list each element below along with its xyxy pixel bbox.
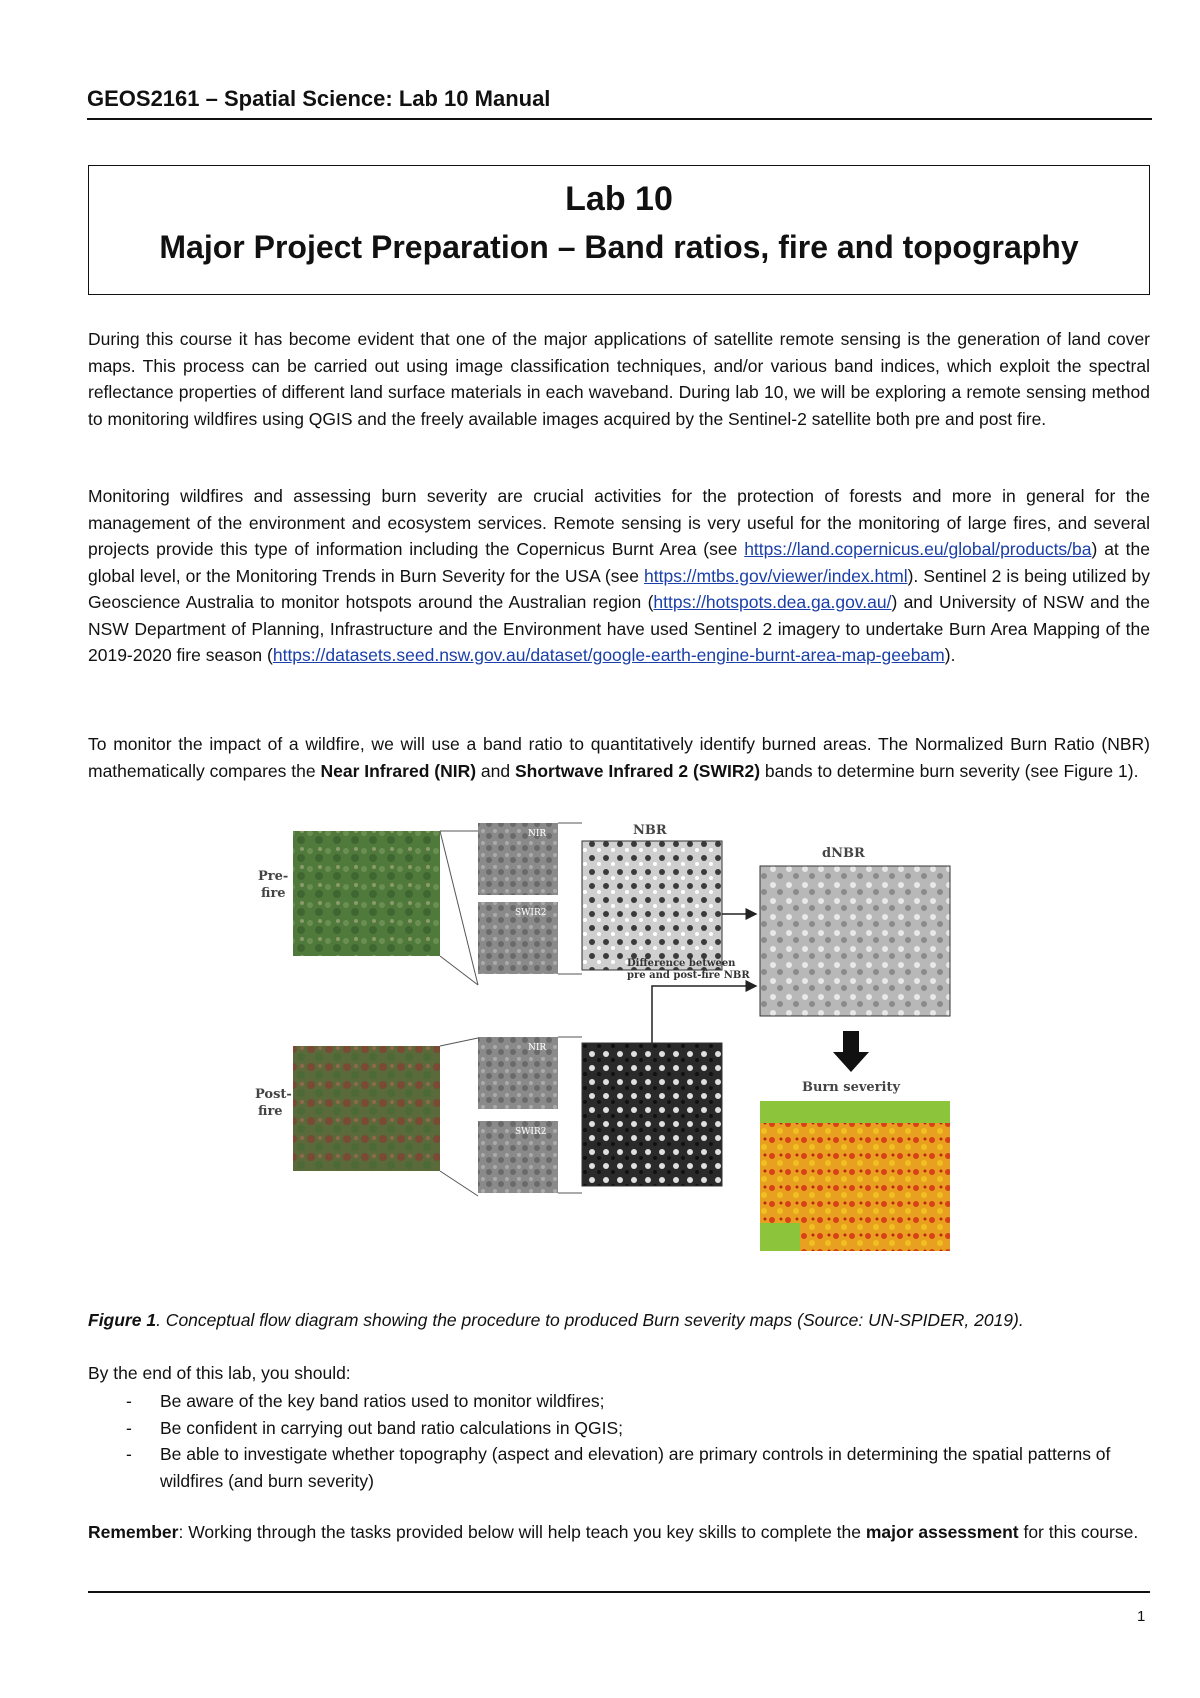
pre-fire-connector <box>440 831 478 985</box>
geebam-link[interactable]: https://datasets.seed.nsw.gov.au/dataset/google-earth-engine-burnt-area-map-geebam <box>272 645 945 665</box>
remember-text-1: : Working through the tasks provided below will help teach you key skills to complete the <box>178 1522 866 1542</box>
nbr-label: NBR <box>633 823 667 838</box>
remember-note <box>88 1519 1150 1546</box>
pre-fire-label-2: fire <box>261 886 286 901</box>
pre-nbr-image <box>582 841 722 970</box>
pre-fire-label: Pre- <box>258 869 289 884</box>
lab-subtitle: Major Project Preparation – Band ratios, fire and topography <box>159 229 1079 265</box>
footer-divider <box>88 1591 1150 1593</box>
hotspots-link[interactable]: https://hotspots.dea.ga.gov.au/ <box>653 592 892 612</box>
para3-text-3: bands to determine burn severity (see Figure 1). <box>760 760 1139 781</box>
objectives-list <box>88 1388 1150 1494</box>
remember-text-2: for this course. <box>1018 1522 1139 1542</box>
para2-text-1: Monitoring wildfires and assessing burn severity are crucial activities for the protection of forests and more in general for the management of the environment and ecosystem services. Remote sensing is very useful for the monitoring of large fires, and several projects provide this type of information including the Copernicus Burnt Area (see <box>88 486 1150 559</box>
pre-swir2-label: SWIR2 <box>515 908 547 918</box>
post-fire-image <box>293 1046 440 1171</box>
page-number: 1 <box>1137 1608 1146 1625</box>
objective-text: Be aware of the key band ratios used to monitor wildfires; <box>160 1391 605 1411</box>
post-nbr-connector <box>558 1037 582 1193</box>
nir-bold: Near Infrared (NIR) <box>320 760 477 781</box>
intro-paragraph: During this course it has become evident that one of the major applications of satellite remote sensing is the generation of land cover maps. This process can be carried out using image classification techniques, and/or various band indices, which exploit the spectral reflectance properties of different land surface materials in each waveband. During lab 10, we will be exploring a remote sensing method to monitoring wildfires using QGIS and the freely available images acquired by the Sentinel-2 satellite both pre and post fire. <box>88 329 1150 429</box>
copernicus-link[interactable]: https://land.copernicus.eu/global/products/ba <box>744 539 1092 559</box>
post-fire-label-2: fire <box>258 1104 283 1119</box>
burn-severity-label: Burn severity <box>802 1080 901 1095</box>
post-fire-label: Post- <box>255 1087 292 1102</box>
para2-text-4: ) and University of NSW and the NSW Department of Planning, Infrastructure and the Environment have used Sentinel 2 imagery to undertake Burn Area Mapping of the 2019-2020 fire season ( <box>88 592 1150 665</box>
list-item: - Be able to investigate whether topography (aspect and elevation) are primary controls in determining the spatial patterns of wildfires (and burn severity) <box>126 1444 1111 1491</box>
pre-nbr-connector <box>558 823 582 974</box>
post-swir2-label: SWIR2 <box>515 1127 547 1137</box>
dnbr-label: dNBR <box>822 846 865 861</box>
pre-nir-label: NIR <box>528 829 547 839</box>
list-item: - Be confident in carrying out band ratio calculations in QGIS; <box>126 1417 624 1438</box>
document-header: GEOS2161 – Spatial Science: Lab 10 Manual <box>87 86 1152 120</box>
post-fire-connector <box>440 1038 478 1196</box>
para3-text-1: To monitor the impact of a wildfire, we will use a band ratio to quantitatively identify burned areas. The Normalized Burn Ratio (NBR) mathematically compares the <box>88 734 1150 781</box>
lab-title: Lab 10 <box>565 180 673 218</box>
para3-text-2: and <box>476 760 515 781</box>
para2-text-2: ) at the global level, or the Monitoring Trends in Burn Severity for the USA (see <box>88 539 1150 586</box>
figure-caption <box>88 1310 1158 1331</box>
objectives-intro: By the end of this lab, you should: <box>88 1363 351 1383</box>
difference-label-1: Difference between <box>627 958 736 969</box>
list-item: - Be aware of the key band ratios used to monitor wildfires; <box>126 1391 605 1411</box>
dnbr-image <box>760 866 950 1016</box>
remember-label: Remember <box>88 1522 179 1542</box>
difference-label-2: pre and post-fire NBR <box>627 970 750 981</box>
para2-text-5: ). <box>944 645 956 665</box>
post-nbr-image <box>582 1043 722 1186</box>
burn-severity-unburnt-corner <box>760 1101 950 1123</box>
mtbs-link[interactable]: https://mtbs.gov/viewer/index.html <box>644 565 908 586</box>
objective-text: Be confident in carrying out band ratio calculations in QGIS; <box>160 1417 624 1438</box>
major-assessment-bold: major assessment <box>865 1522 1019 1542</box>
post-to-dnbr-arrow <box>652 986 756 1044</box>
swir2-bold: Shortwave Infrared 2 (SWIR2) <box>515 760 761 781</box>
pre-fire-image <box>293 831 440 956</box>
caption-text: . Conceptual flow diagram showing the procedure to produced Burn severity maps (Source: UN-SPIDER, 2019). <box>156 1310 1024 1330</box>
down-arrow-icon <box>833 1031 869 1072</box>
post-nir-label: NIR <box>528 1043 547 1053</box>
caption-label: Figure 1 <box>88 1310 157 1330</box>
burn-severity-unburnt-left <box>760 1223 800 1251</box>
objective-text: Be able to investigate whether topography (aspect and elevation) are primary controls in determining the spatial patterns of wildfires (and burn severity) <box>160 1444 1111 1491</box>
para2-text-3: ). Sentinel 2 is being utilized by Geoscience Australia to monitor hotspots around the Australian region ( <box>88 565 1150 612</box>
